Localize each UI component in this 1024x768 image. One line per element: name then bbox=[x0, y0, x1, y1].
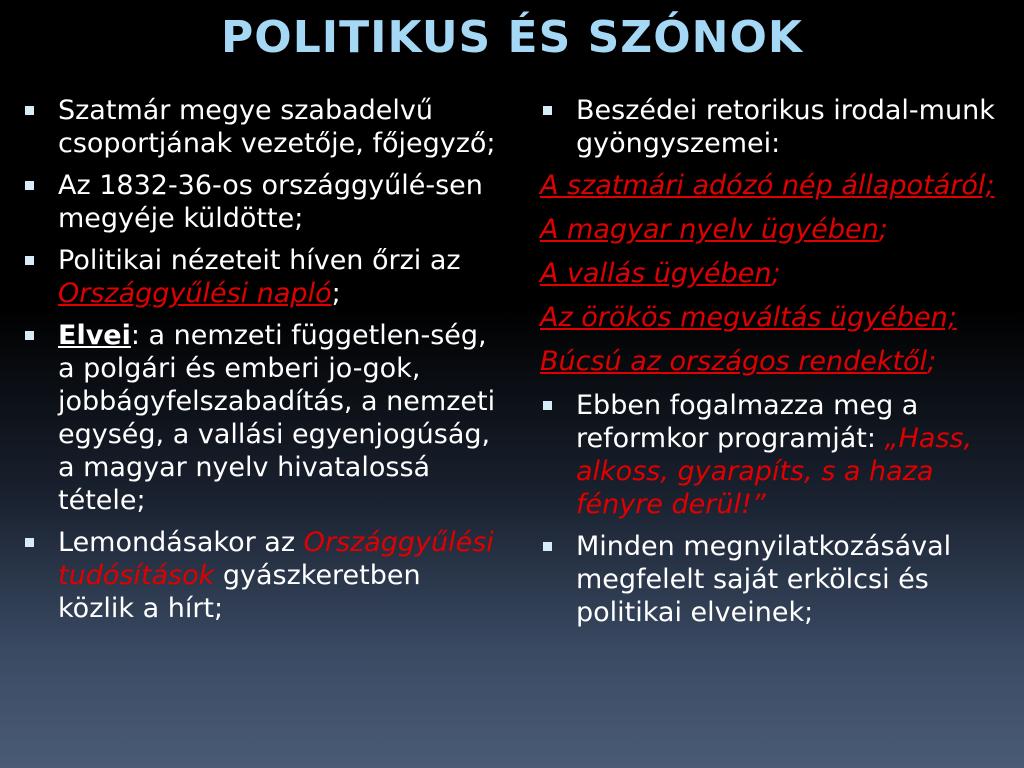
bullet-text: Minden megnyilatkozásával megfelelt saját erkölcsi és politikai elveinek; bbox=[576, 531, 952, 628]
work-link-magyar-nyelv[interactable] bbox=[540, 213, 1010, 246]
orszaggyulesi-tudositasok: Országgyűlési tudósítások bbox=[58, 527, 494, 591]
work-link-text[interactable]: A magyar nyelv ügyében bbox=[540, 214, 879, 245]
bullet-beszedei bbox=[540, 94, 1010, 160]
work-link-tail: ; bbox=[927, 346, 937, 377]
bullet-text: Lemondásakor az bbox=[58, 527, 304, 558]
work-link-vallas[interactable] bbox=[540, 257, 1010, 290]
orszaggyulesi-naplo-link[interactable]: Országgyűlési napló bbox=[58, 278, 332, 309]
slide-title: POLITIKUS ÉS SZÓNOK bbox=[221, 12, 803, 63]
bullet-text: Szatmár megye szabadelvű csoportjának vezetője, főjegyző; bbox=[58, 95, 496, 159]
work-link-szatmari-adozo[interactable] bbox=[540, 169, 1010, 202]
quote-hass-alkoss: „Hass, alkoss, gyarapíts, s a haza fényre derül!” bbox=[576, 423, 973, 520]
work-link-tail: ; bbox=[771, 258, 781, 289]
work-link-text[interactable]: Az örökös megváltás ügyében; bbox=[540, 302, 957, 333]
bullet-text: Politikai nézeteit híven őrzi az bbox=[58, 245, 461, 276]
work-link-text[interactable]: Búcsú az országos rendektől bbox=[540, 346, 928, 377]
right-column bbox=[540, 94, 1010, 638]
work-link-text[interactable]: A szatmári adózó nép állapotáról; bbox=[540, 170, 995, 201]
bullet-lemondas bbox=[22, 526, 502, 625]
bullet-politikai-nezetek bbox=[22, 244, 502, 310]
bullet-text-tail: ; bbox=[331, 278, 341, 309]
bullet-text: : a nemzeti független-ség, a polgári és emberi jo-gok, jobbágyfelszabadítás, a nemzeti egység, a vallási egyenjogúság, a magyar nyelv hivatalossá tétele; bbox=[58, 320, 496, 516]
bullet-text: Az 1832-36-os országgyűlé-sen megyéje küldötte; bbox=[58, 170, 483, 234]
bullet-text-tail: gyászkeretben közlik a hírt; bbox=[58, 560, 421, 624]
bullet-orszaggyules bbox=[22, 169, 502, 235]
bullet-text: Ebben fogalmazza meg a reformkor programját: bbox=[576, 390, 919, 454]
work-link-text[interactable]: A vallás ügyében bbox=[540, 258, 772, 289]
bullet-szatmar bbox=[22, 94, 502, 160]
work-link-orokos-megvaltas[interactable] bbox=[540, 301, 1010, 334]
bullet-reformkor-program bbox=[540, 389, 1010, 521]
bullet-elvei bbox=[22, 319, 502, 517]
elvei-label: Elvei bbox=[58, 320, 131, 351]
work-link-tail: ; bbox=[878, 214, 888, 245]
left-column bbox=[22, 94, 502, 634]
work-link-bucsu[interactable] bbox=[540, 345, 1010, 378]
bullet-text: Beszédei retorikus irodal-munk gyöngyszemei: bbox=[576, 95, 995, 159]
bullet-megnyilatkozas bbox=[540, 530, 1010, 629]
